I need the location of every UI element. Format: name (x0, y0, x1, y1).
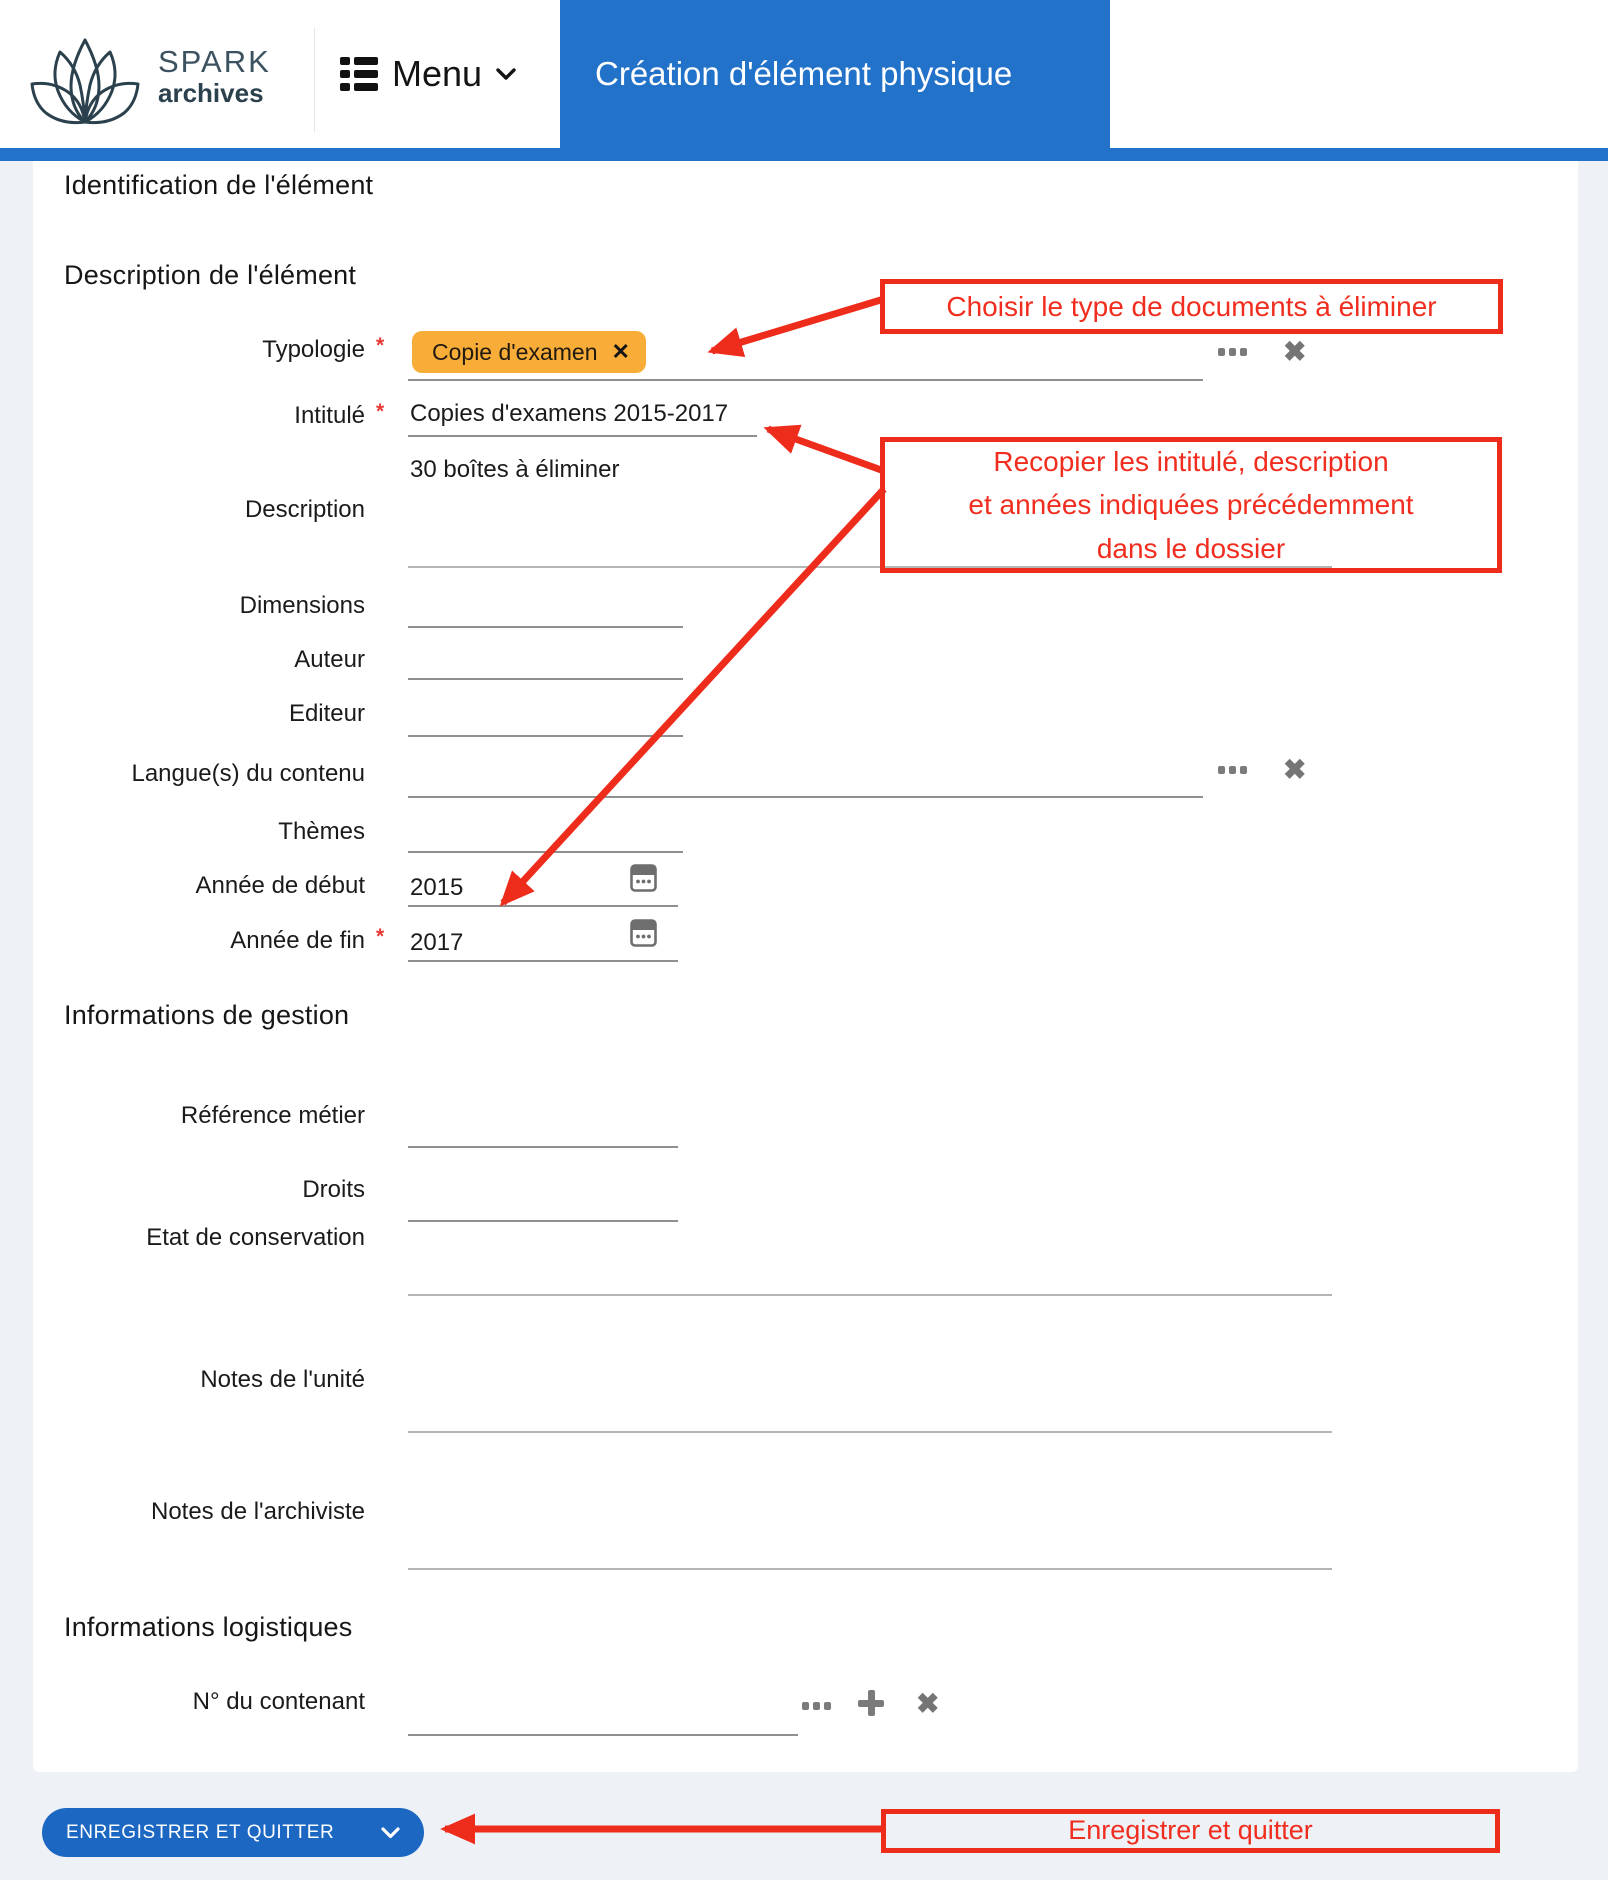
typologie-chip[interactable] (412, 331, 646, 373)
langues-clear-icon[interactable]: ✖ (1283, 754, 1307, 785)
annee-fin-required-asterisk: * (376, 925, 385, 948)
annee-debut-label: Année de début (195, 872, 365, 899)
editeur-input[interactable] (408, 735, 683, 737)
annotation-choisir-type (880, 279, 1503, 334)
etat-conservation-input[interactable] (408, 1294, 1332, 1296)
tab-creation-element-physique[interactable] (560, 0, 1110, 148)
dimensions-input[interactable] (408, 626, 683, 628)
annee-fin-label: Année de fin (230, 927, 365, 954)
dimensions-label: Dimensions (239, 592, 365, 619)
droits-label: Droits (302, 1176, 365, 1203)
calendar-icon[interactable] (630, 917, 657, 947)
droits-input[interactable] (408, 1220, 678, 1222)
themes-label: Thèmes (278, 818, 365, 845)
spark-archives-logo[interactable] (30, 26, 280, 126)
menu-button[interactable] (340, 48, 540, 100)
annee-fin-value[interactable]: 2017 (410, 929, 464, 956)
notes-unite-input[interactable] (408, 1431, 1332, 1433)
num-contenant-lookup-icon[interactable] (802, 1702, 836, 1712)
reference-metier-label: Référence métier (180, 1102, 365, 1129)
typologie-required-asterisk: * (376, 334, 385, 357)
editeur-label: Editeur (288, 700, 365, 727)
app-header (0, 0, 1608, 148)
annee-debut-value[interactable]: 2015 (410, 874, 464, 901)
save-and-quit-label: ENREGISTRER ET QUITTER (66, 1821, 335, 1843)
typologie-lookup-icon[interactable] (1218, 348, 1252, 358)
chip-remove-icon[interactable]: ✕ (611, 339, 630, 364)
num-contenant-clear-icon[interactable]: ✖ (916, 1688, 940, 1719)
page-title: Création d'élément physique (595, 55, 1013, 92)
annotation-text: Recopier les intitulé, description (993, 445, 1389, 477)
notes-archiviste-label: Notes de l'archiviste (150, 1498, 365, 1525)
logo-text-spark: SPARK (158, 44, 271, 79)
menu-label: Menu (392, 53, 483, 94)
intitule-value[interactable]: Copies d'examens 2015-2017 (410, 400, 729, 427)
reference-metier-input[interactable] (408, 1146, 678, 1148)
notes-archiviste-input[interactable] (408, 1568, 1332, 1570)
auteur-label: Auteur (294, 646, 365, 673)
typologie-clear-icon[interactable]: ✖ (1283, 336, 1307, 367)
calendar-icon[interactable] (630, 862, 657, 892)
intitule-input[interactable] (408, 435, 757, 437)
annotation-recopier (880, 437, 1502, 573)
section-identification: Identification de l'élément (64, 170, 374, 200)
langues-label: Langue(s) du contenu (131, 760, 365, 787)
annotation-text: et années indiquées précédemment (968, 489, 1414, 521)
header-accent-bar (0, 148, 1608, 161)
section-description-element: Description de l'élément (64, 260, 357, 290)
section-gestion: Informations de gestion (64, 1000, 350, 1030)
header-divider (314, 28, 315, 132)
notes-unite-label: Notes de l'unité (200, 1366, 365, 1393)
typologie-label: Typologie (262, 336, 365, 363)
annotation-text: Enregistrer et quitter (1068, 1815, 1313, 1846)
annotation-enregistrer (881, 1809, 1500, 1853)
annee-debut-input[interactable] (408, 905, 678, 907)
typologie-chip-label: Copie d'examen (432, 338, 598, 365)
description-label: Description (244, 496, 365, 523)
chevron-down-icon (496, 68, 516, 81)
langues-input[interactable] (408, 796, 1203, 798)
themes-input[interactable] (408, 851, 683, 853)
num-contenant-label: N° du contenant (192, 1688, 365, 1715)
num-contenant-input[interactable] (408, 1734, 798, 1736)
section-logistiques: Informations logistiques (64, 1612, 353, 1642)
list-menu-icon (340, 57, 378, 91)
annotation-text: Choisir le type de documents à éliminer (946, 290, 1437, 322)
annee-fin-input[interactable] (408, 960, 678, 962)
chevron-down-icon[interactable] (381, 1827, 400, 1839)
langues-lookup-icon[interactable] (1218, 766, 1252, 776)
annotation-text: dans le dossier (1096, 532, 1286, 564)
description-value[interactable]: 30 boîtes à éliminer (410, 456, 620, 483)
save-and-quit-button[interactable] (42, 1808, 424, 1857)
intitule-label: Intitulé (294, 402, 365, 429)
logo-text-archives: archives (158, 78, 264, 108)
auteur-input[interactable] (408, 678, 683, 680)
intitule-required-asterisk: * (376, 400, 385, 423)
lotus-icon (30, 34, 140, 126)
etat-conservation-label: Etat de conservation (146, 1224, 365, 1251)
typologie-input[interactable] (408, 379, 1203, 381)
num-contenant-add-icon[interactable] (858, 1690, 884, 1716)
